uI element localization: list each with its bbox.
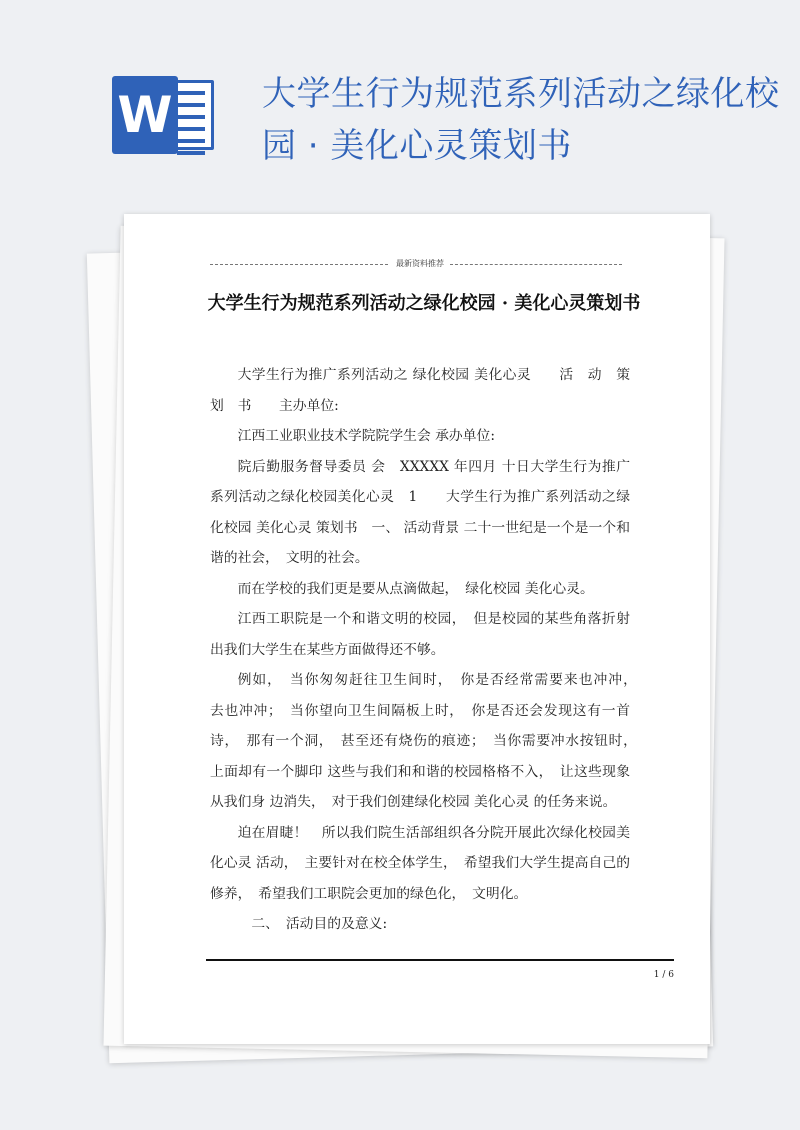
page-title: 大学生行为规范系列活动之绿化校园 · 美化心灵策划书 <box>262 74 780 166</box>
bottom-rule <box>206 959 674 961</box>
paragraph: 江西工业职业技术学院院学生会 承办单位: <box>237 428 495 444</box>
top-rule-label: 最新资料推荐 <box>396 259 444 268</box>
paragraph: 大学生行为推广系列活动之 绿化校园 美化心灵 活 动 策划 书 主办单位: <box>210 367 630 414</box>
document-title: 大学生行为规范系列活动之绿化校园 · 美化心灵策划书 <box>207 293 641 314</box>
paragraph: 迫在眉睫！ 所以我们院生活部组织各分院开展此次绿化校园美化心灵 活动， 主要针对在校全体学生， 希望我们大学生提高自己的修养， 希望我们工职院会更加的绿色化， 文明化。 <box>210 824 630 902</box>
header <box>0 0 800 200</box>
top-rule <box>210 258 620 270</box>
document-body <box>210 360 644 940</box>
document-page <box>124 214 710 1044</box>
paragraph: 二、 活动目的及意义: <box>251 916 388 932</box>
word-document-icon <box>112 73 216 159</box>
paragraph: 院后勤服务督导委员 会 XXXXX 年四月 十日大学生行为推广系列活动之绿化校园美化心灵 1 大学生行为推广系列活动之绿化校园 美化心灵 策划书 一、 活动背景 二十一世纪是一个是一个和谐的社会， 文明的社会。 <box>210 458 630 566</box>
paragraph: 江西工职院是一个和谐文明的校园， 但是校园的某些角落折射出我们大学生在某些方面做得还不够。 <box>210 611 630 658</box>
paragraph: 例如， 当你匆匆赶往卫生间时， 你是否经常需要来也冲冲， 去也冲冲； 当你望向卫生间隔板上时， 你是否还会发现这有一首诗， 那有一个洞， 甚至还有烧伤的痕迹； 当你需要冲水按钮时， 上面却有一个脚印 这些与我们和和谐的校园格格不入， 让这些现象从我们身 边消失， 对于我们创建绿化校园 美化心灵 的任务来说。 <box>210 672 644 810</box>
word-letter-icon: W <box>112 76 178 154</box>
paragraph: 而在学校的我们更是要从点滴做起， 绿化校园 美化心灵。 <box>237 580 594 597</box>
page-number: 1 / 6 <box>653 970 674 980</box>
